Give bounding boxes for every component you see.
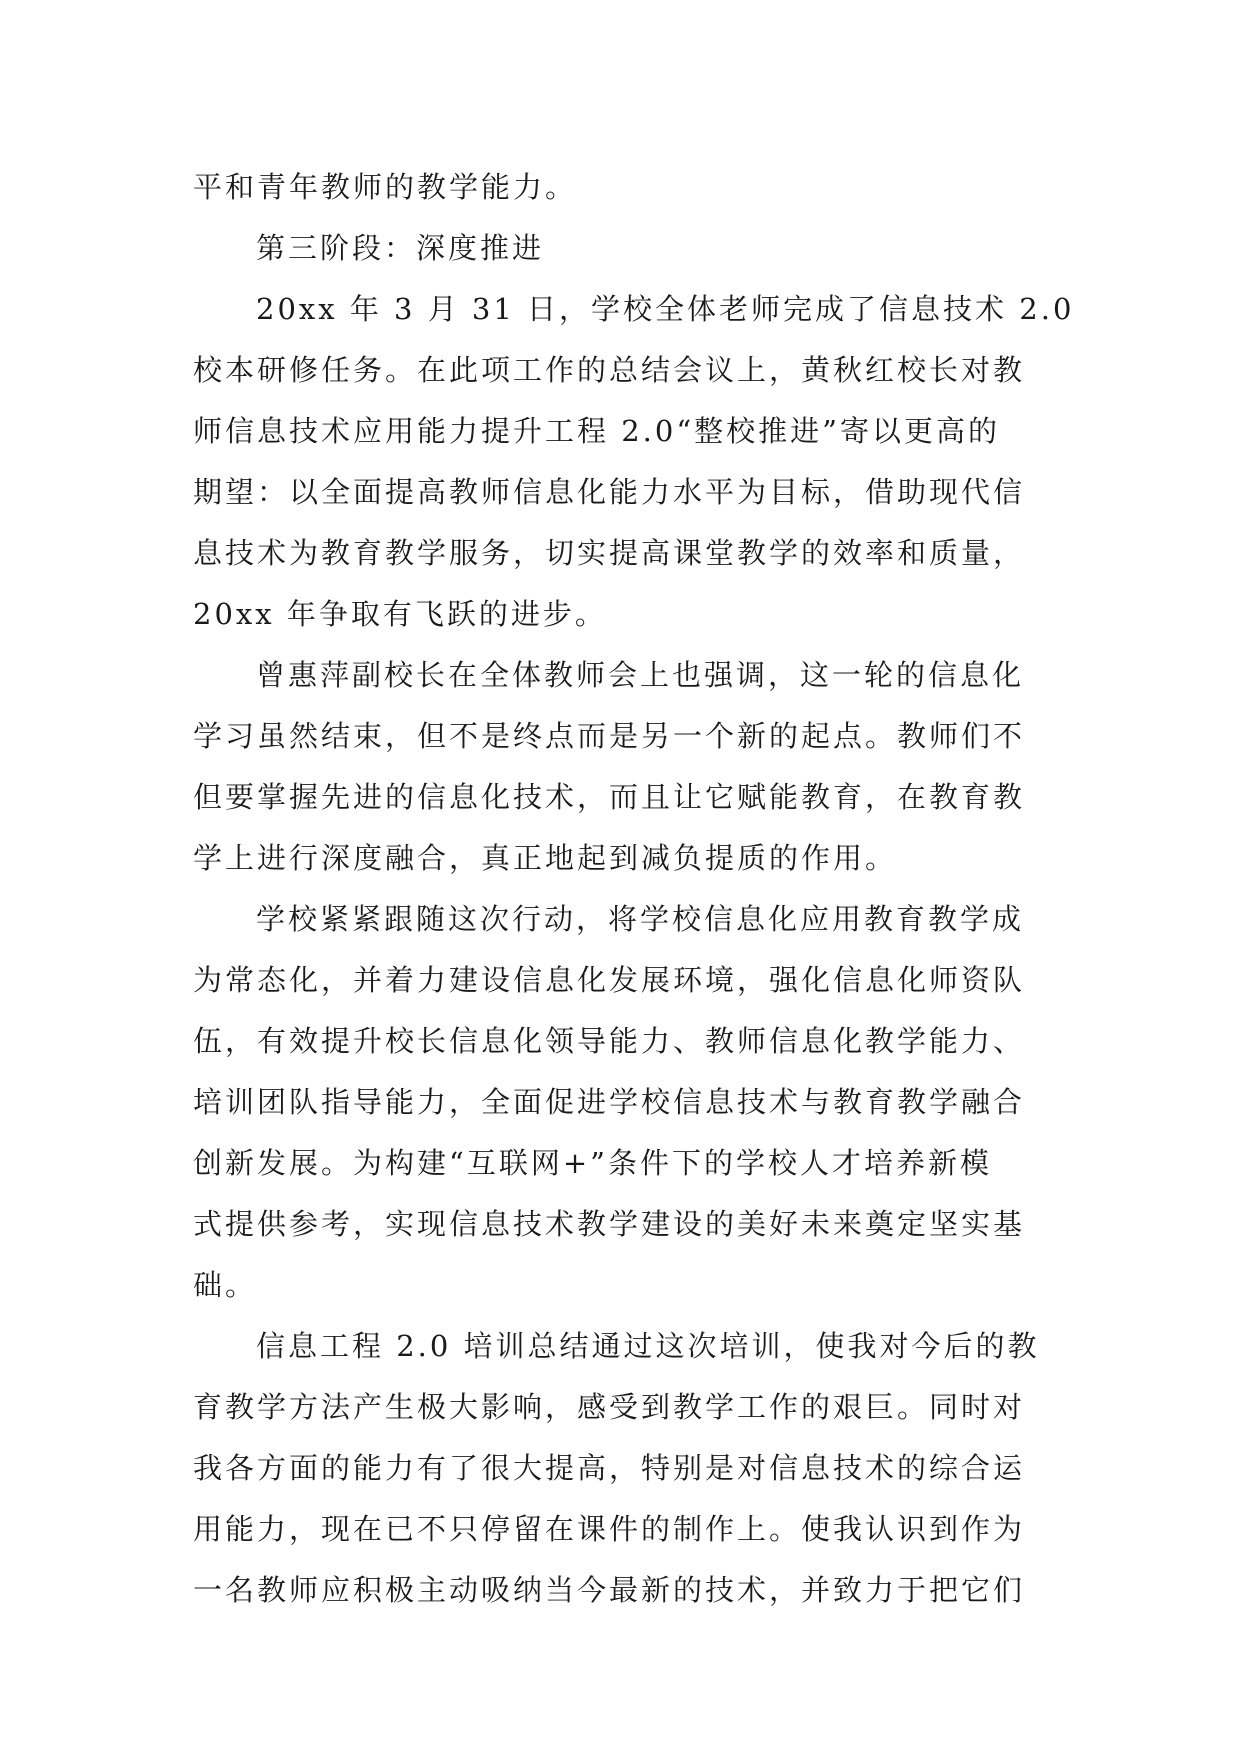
text-line: 20xx 年 3 月 31 日，学校全体老师完成了信息技术 2.0 [256,292,1075,326]
section-heading: 第三阶段：深度推进 [256,231,545,265]
text-line: 学上进行深度融合，真正地起到减负提质的作用。 [193,841,898,875]
text-line: 信息工程 2.0 培训总结通过这次培训，使我对今后的教 [256,1329,1040,1363]
text-line: 一名教师应积极主动吸纳当今最新的技术，并致力于把它们 [193,1573,1026,1607]
text-line: 学习虽然结束，但不是终点而是另一个新的起点。教师们不 [193,719,1026,753]
text-line: 期望：以全面提高教师信息化能力水平为目标，借助现代信 [193,475,1026,509]
text-line: 用能力，现在已不只停留在课件的制作上。使我认识到作为 [193,1512,1026,1546]
text-line: 为常态化，并着力建设信息化发展环境，强化信息化师资队 [193,963,1026,997]
text-line: 创新发展。为构建“互联网+”条件下的学校人才培养新模 [193,1146,992,1180]
text-line: 式提供参考，实现信息技术教学建设的美好未来奠定坚实基 [193,1207,1026,1241]
text-line: 曾惠萍副校长在全体教师会上也强调，这一轮的信息化 [256,658,1025,692]
text-line: 平和青年教师的教学能力。 [193,170,578,204]
text-line: 育教学方法产生极大影响，感受到教学工作的艰巨。同时对 [193,1390,1026,1424]
text-line: 础。 [193,1268,258,1302]
text-line: 学校紧紧跟随这次行动，将学校信息化应用教育教学成 [256,902,1025,936]
text-line: 我各方面的能力有了很大提高，特别是对信息技术的综合运 [193,1451,1026,1485]
text-line: 校本研修任务。在此项工作的总结会议上，黄秋红校长对教 [193,353,1026,387]
document-body [193,157,1075,1621]
text-line: 20xx 年争取有飞跃的进步。 [193,597,607,631]
text-line: 息技术为教育教学服务，切实提高课堂教学的效率和质量， [193,536,1026,570]
text-line: 师信息技术应用能力提升工程 2.0“整校推进”寄以更高的 [193,414,1000,448]
text-line: 但要掌握先进的信息化技术，而且让它赋能教育，在教育教 [193,780,1026,814]
text-line: 培训团队指导能力，全面促进学校信息技术与教育教学融合 [193,1085,1026,1119]
text-line: 伍，有效提升校长信息化领导能力、教师信息化教学能力、 [193,1024,1026,1058]
